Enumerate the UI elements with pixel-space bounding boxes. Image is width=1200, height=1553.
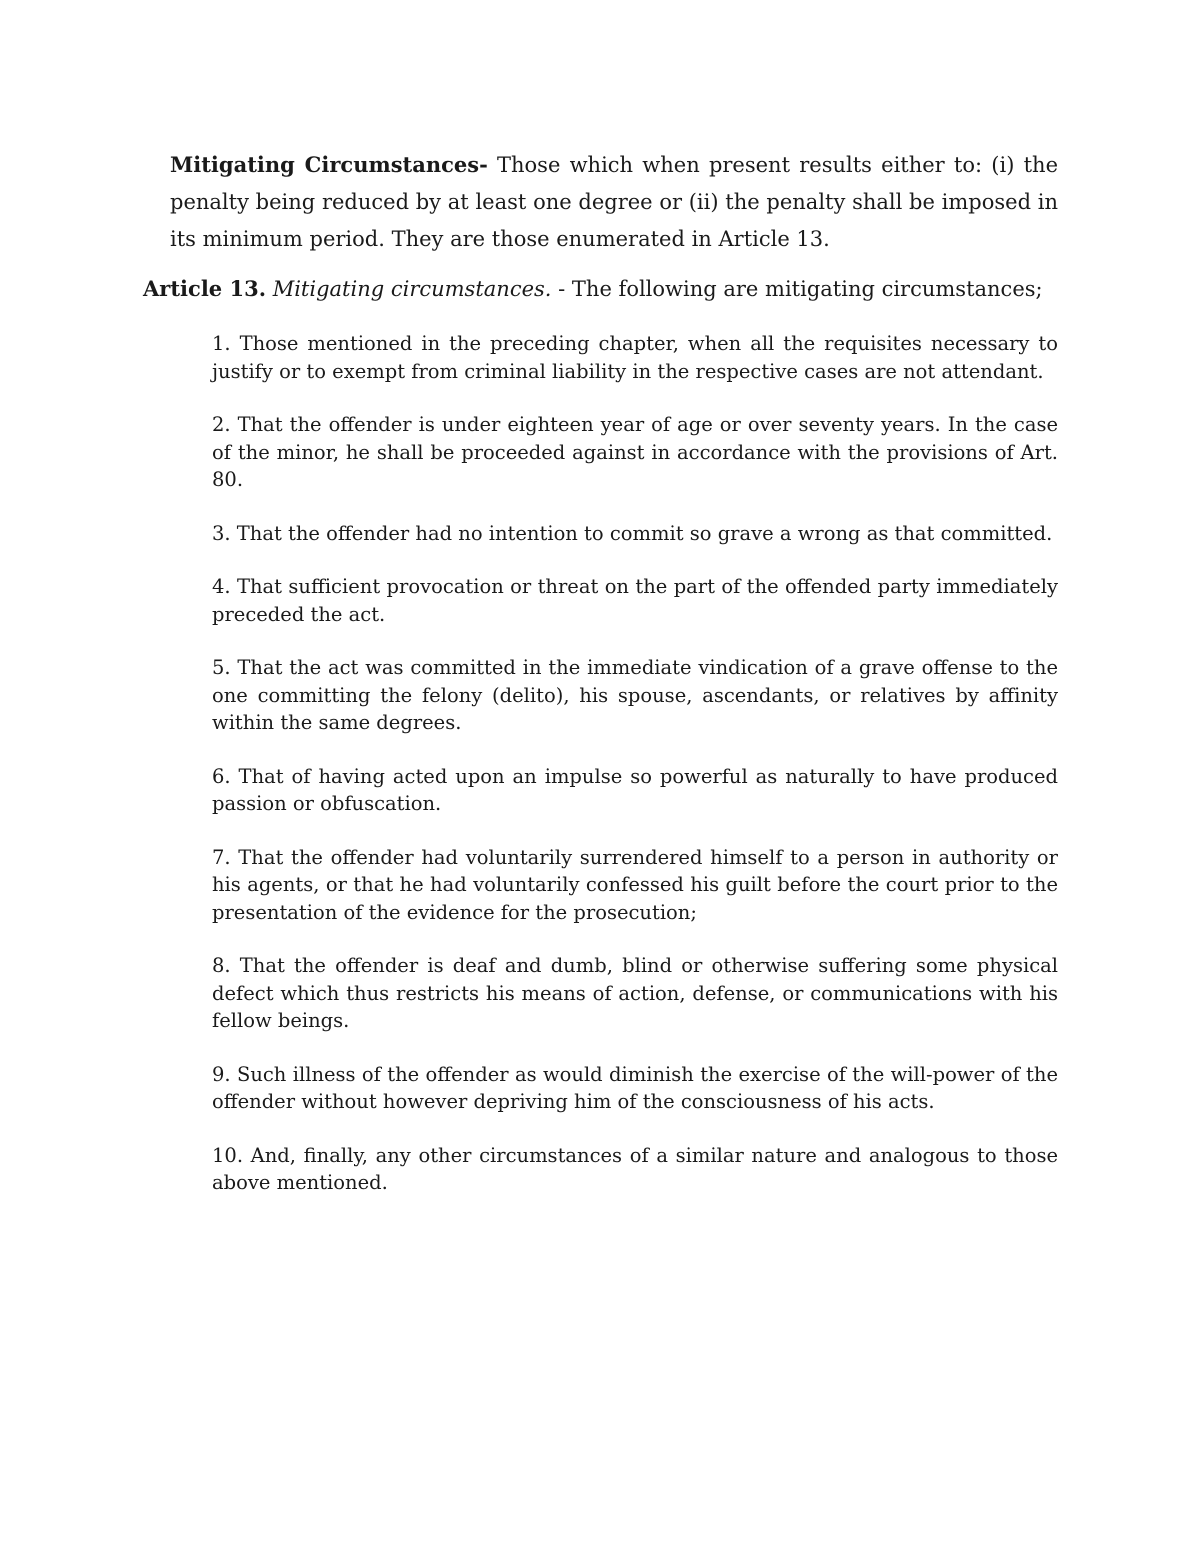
list-item: 5. That the act was committed in the immediate vindication of a grave offense to the one committing the felony (delito), his spouse, ascendants, or relatives by affinity within the same degrees. [212,656,1058,734]
list-item: 7. That the offender had voluntarily surrendered himself to a person in authority or his agents, or that he had voluntarily confessed his guilt before the court prior to the presentation of the evidence for the prosecution; [212,845,1058,924]
list-item: 6. That of having acted upon an impulse so powerful as naturally to have produced passion or obfuscation. [212,764,1058,815]
definition-text: Those which when present results either to: (i) the penalty being reduced by at least one degree or (ii) the penalty shall be imposed in its minimum period. They are those enumerated in Article 13. [170,153,1058,251]
article-title: Mitigating circumstances. [272,277,552,301]
list-item: 9. Such illness of the offender as would diminish the exercise of the will-power of the offender without however depriving him of the consciousness of his acts. [212,1062,1058,1113]
list-item: 4. That sufficient provocation or threat on the part of the offended party immediately preceded the act. [212,575,1058,626]
article-heading [143,274,1058,304]
article-intro: - The following are mitigating circumstances; [551,277,1043,301]
list-item: 2. That the offender is under eighteen year of age or over seventy years. In the case of the minor, he shall be proceeded against in accordance with the provisions of Art. 80. [212,413,1058,491]
list-item: 1. Those mentioned in the preceding chapter, when all the requisites necessary to justify or to exempt from criminal liability in the respective cases are not attendant. [212,332,1058,383]
definition-paragraph [170,146,1058,258]
list-item: 8. That the offender is deaf and dumb, blind or otherwise suffering some physical defect which thus restricts his means of action, defense, or communications with his fellow beings. [212,954,1058,1032]
article-number: Article 13. [143,276,267,301]
list-item: 10. And, finally, any other circumstances of a similar nature and analogous to those above mentioned. [212,1143,1058,1194]
mitigating-circumstances-list [212,330,1058,1223]
definition-term: Mitigating Circumstances- [170,152,488,177]
list-item: 3. That the offender had no intention to commit so grave a wrong as that committed. [212,521,1053,545]
